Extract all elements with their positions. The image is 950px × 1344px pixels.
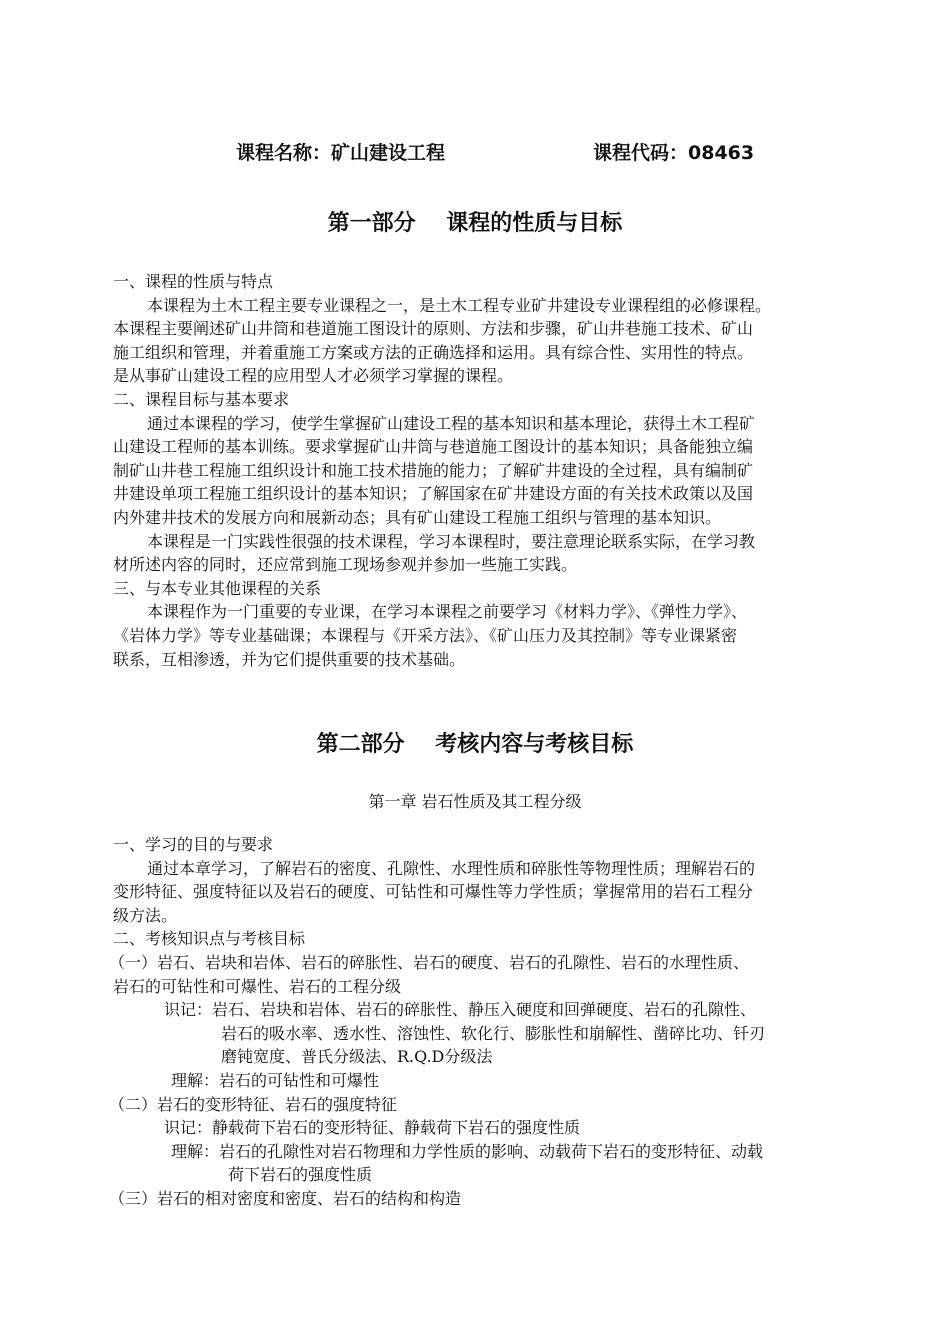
part-one-title: 第一部分 课程的性质与目标 xyxy=(327,211,623,236)
recall-text: 岩石的吸水率、透水性、溶蚀性、软化行、膨胀性和崩解性、凿碎比功、钎刃 xyxy=(221,1023,766,1043)
section-heading: 二、课程目标与基本要求 xyxy=(113,389,290,409)
paragraph-line: 制矿山井巷工程施工组织设计和施工技术措施的能力；了解矿井建设的全过程，具有编制矿 xyxy=(113,460,754,480)
section-heading: 一、学习的目的与要求 xyxy=(113,835,274,854)
section-heading: 三、与本专业其他课程的关系 xyxy=(113,578,322,598)
paragraph-line: 本课程是一门实践性很强的技术课程，学习本课程时，要注意理论联系实际，在学习教 xyxy=(147,531,756,551)
chapter-one-body xyxy=(109,833,888,1211)
paragraph-line: 通过本章学习，了解岩石的密度、孔隙性、水理性质和碎胀性等物理性质；理解岩石的 xyxy=(147,858,756,878)
paragraph-line: 本课程主要阐述矿山井筒和巷道施工图设计的原则、方法和步骤，矿山井巷施工技术、矿山 xyxy=(113,319,754,339)
paragraph-line: 井建设单项工程施工组织设计的基本知识；了解国家在矿井建设方面的有关技术政策以及国 xyxy=(113,484,754,504)
recall-label: 识记： xyxy=(164,1000,213,1020)
paragraph-line: 《岩体力学》等专业基础课；本课程与《开采方法》、《矿山压力及其控制》等专业课紧密 xyxy=(113,625,738,645)
understand-text: 岩石的可钻性和可爆性 xyxy=(219,1070,380,1090)
recall-text: 岩石、岩块和岩体、岩石的碎胀性、静压入硬度和回弹硬度、岩石的孔隙性、 xyxy=(212,1000,757,1020)
paragraph-line: 材所述内容的同时，还应常到施工现场参观并参加一些施工实践。 xyxy=(113,555,578,575)
recall-label: 识记： xyxy=(164,1118,213,1138)
recall-row xyxy=(113,998,888,1022)
recall-row xyxy=(113,1116,888,1140)
course-header xyxy=(0,138,950,166)
understand-text: 岩石的孔隙性对岩石物理和力学性质的影响、动载荷下岩石的变形特征、动载 xyxy=(219,1141,764,1161)
section-heading: 二、考核知识点与考核目标 xyxy=(113,929,306,949)
understand-label: 理解： xyxy=(171,1070,220,1090)
paragraph-line: 山建设工程师的基本训练。要求掌握矿山井筒与巷道施工图设计的基本知识；具备能独立编 xyxy=(113,437,754,457)
item-heading: （二）岩石的变形特征、岩石的强度特征 xyxy=(109,1094,398,1114)
understand-row xyxy=(113,1140,888,1164)
chapter-title: 第一章 岩石性质及其工程分级 xyxy=(368,792,582,811)
section-heading: 一、课程的性质与特点 xyxy=(113,272,274,291)
paragraph-line: 施工组织和管理，并着重施工方案或方法的正确选择和运用。具有综合性、实用性的特点。 xyxy=(113,342,754,362)
item-heading: （三）岩石的相对密度和密度、岩石的结构和构造 xyxy=(109,1188,462,1208)
part-one-body xyxy=(113,270,888,671)
paragraph-line: 变形特征、强度特征以及岩石的硬度、可钻性和可爆性等力学性质；掌握常用的岩石工程分 xyxy=(113,882,754,902)
paragraph-line: 本课程为土木工程主要专业课程之一，是土木工程专业矿井建设专业课程组的必修课程。 xyxy=(147,295,772,315)
recall-text: 静载荷下岩石的变形特征、静载荷下岩石的强度性质 xyxy=(212,1118,581,1138)
paragraph-line: 本课程作为一门重要的专业课，在学习本课程之前要学习《材料力学》、《弹性力学》、 xyxy=(147,602,748,622)
part-two-title: 第二部分 考核内容与考核目标 xyxy=(316,732,634,757)
item-heading: （一）岩石、岩块和岩体、岩石的碎胀性、岩石的硬度、岩石的孔隙性、岩石的水理性质、 xyxy=(109,952,750,972)
paragraph-line: 联系，互相渗透，并为它们提供重要的技术基础。 xyxy=(113,649,466,669)
paragraph-line: 是从事矿山建设工程的应用型人才必须学习掌握的课程。 xyxy=(113,366,514,386)
understand-text: 荷下岩石的强度性质 xyxy=(228,1165,373,1185)
course-name: 课程名称：矿山建设工程 xyxy=(236,142,446,164)
paragraph-line: 内外建井技术的发展方向和展新动态；具有矿山建设工程施工组织与管理的基本知识。 xyxy=(113,507,722,527)
paragraph-line: 通过本课程的学习，使学生掌握矿山建设工程的基本知识和基本理论，获得土木工程矿 xyxy=(147,413,756,433)
understand-label: 理解： xyxy=(171,1141,220,1161)
course-code: 课程代码：08463 xyxy=(593,142,755,164)
item-heading: 岩石的可钻性和可爆性、岩石的工程分级 xyxy=(113,976,402,996)
recall-text: 磨钝宽度、普氏分级法、R.Q.D分级法 xyxy=(221,1047,493,1067)
understand-row xyxy=(113,1069,888,1093)
paragraph-line: 级方法。 xyxy=(113,905,178,925)
